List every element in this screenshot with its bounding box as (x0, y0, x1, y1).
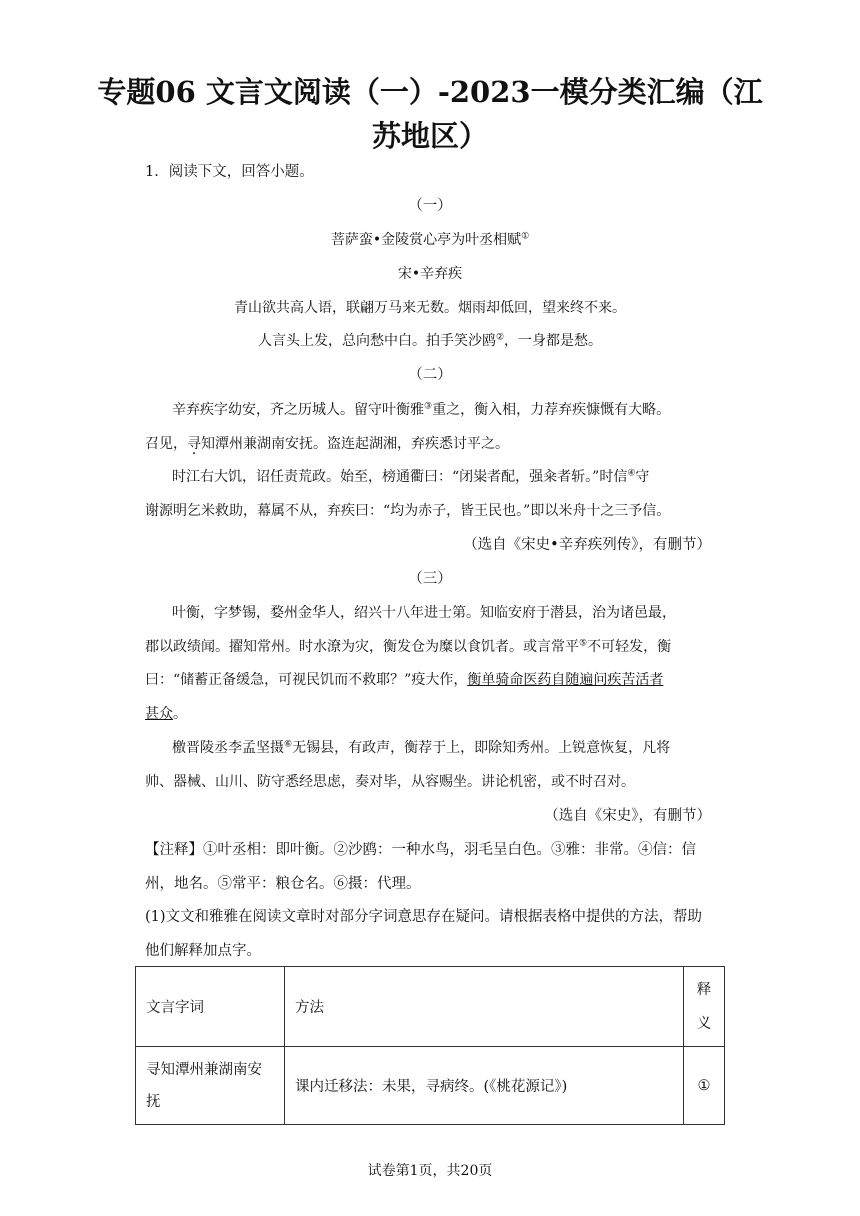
passage-line: 帅、器械、山川、防守悉经思虑，奏对毕，从容赐坐。讲论机密，或不时召对。 (145, 774, 635, 790)
page-title: 专题06 文言文阅读（一）-2023一模分类汇编（江 (97, 75, 763, 109)
passage-text: 重之，衡入相，力荐弃疾慷慨有大略。 (432, 402, 671, 418)
passage-text: 知潭州兼湖南安抚。盗连起湖湘，弃疾悉讨平之。 (201, 436, 509, 452)
passage-text: 辛弃疾字幼安，齐之历城人。留守叶衡雅 (172, 402, 424, 418)
poem-line: 青山欲共高人语，联翩万马来无数。烟雨却低回，望来终不来。 (234, 300, 626, 316)
question-number: 1．阅读下文，回答小题。 (145, 164, 314, 180)
annotation-notes: 【注释】①叶丞相：即叶衡。②沙鸥：一种水鸟，羽毛呈白色。③雅：非常。④信：信 (145, 842, 696, 858)
table-row (136, 1047, 725, 1125)
passage-line (145, 434, 509, 454)
passage-line (172, 738, 670, 758)
underlined-sentence: 衡单骑命医药自随遍问疾苦活者 (467, 672, 664, 688)
poem-title-text: 菩萨蛮•金陵赏心亭为叶丞相赋 (330, 232, 522, 248)
underlined-sentence: 甚众 (145, 706, 173, 722)
poem-line-text: 人言头上发，总向愁中白。拍手笑沙鸥 (257, 333, 496, 349)
page-footer: 试卷第1页，共20页 (367, 1163, 493, 1179)
table-header-row (136, 967, 725, 1047)
poem-line (0, 331, 860, 351)
footnote-marker: ⑥ (284, 739, 293, 750)
footnote-marker: ④ (627, 468, 636, 479)
passage-line (172, 467, 649, 487)
subquestion-text: 他们解释加点字。 (145, 943, 261, 959)
dotted-character: 寻 (146, 1061, 161, 1078)
footnote-marker: ③ (424, 401, 433, 412)
table-header-cell: 释义 (684, 967, 725, 1047)
passage-text: 。 (173, 706, 187, 722)
section2-label: （二） (408, 367, 452, 383)
table-cell-method: 课内迁移法：未果，寻病终。(《桃花源记》) (285, 1047, 684, 1125)
table-header-cell: 文言字词 (136, 967, 285, 1047)
passage-line (145, 670, 663, 690)
table-header-cell: 方法 (285, 967, 684, 1047)
vocabulary-table (135, 966, 725, 1125)
footnote-marker: ① (521, 231, 530, 242)
passage-line (145, 704, 187, 724)
passage-text: 时江右大饥，诏任责荒政。始至，榜通衢曰：“闭粜者配，强籴者斩。”时信 (172, 469, 628, 485)
table-cell-answer: ① (684, 1047, 725, 1125)
passage-text: 檄晋陵丞李孟坚摄 (172, 740, 284, 756)
source-citation: （选自《宋史》，有删节） (544, 808, 711, 824)
passage-line (172, 400, 670, 420)
passage-text: 不可轻发，衡 (587, 639, 672, 655)
page-title-continued: 苏地区） (371, 119, 488, 153)
table-cell-word (136, 1047, 285, 1125)
passage-line: 谢源明乞米救助，幕属不从，弃疾曰：“均为赤子，皆王民也。”即以米舟十之三予信。 (145, 503, 671, 519)
footnote-marker: ② (495, 332, 505, 343)
dotted-character: 寻 (187, 436, 201, 452)
table-cell-text: 知潭州兼湖南安抚 (146, 1061, 262, 1110)
passage-text: 无锡县，有政声，衡荐于上，即除知秀州。上锐意恢复，凡将 (292, 740, 671, 756)
passage-line: 叶衡，字梦锡，婺州金华人，绍兴十八年进士第。知临安府于潜县，治为诸邑最， (172, 605, 676, 621)
passage-text: 曰：“储蓄正备缓急，可视民饥而不救耶？”疫大作， (145, 672, 468, 688)
footnote-marker: ⑤ (579, 638, 588, 649)
subquestion-text: (1)文文和雅雅在阅读文章时对部分字词意思存在疑问。请根据表格中提供的方法，帮助 (145, 909, 703, 925)
poem-title (0, 230, 860, 250)
passage-text: 郡以政绩闻。擢知常州。时水潦为灾，衡发仓为糜以食饥者。或言常平 (145, 639, 579, 655)
passage-line (145, 637, 671, 657)
section3-label: （三） (408, 571, 452, 587)
poem-author: 宋•辛弃疾 (397, 266, 463, 282)
passage-text: 召见， (145, 436, 187, 452)
poem-line-text: ，一身都是愁。 (504, 333, 603, 349)
passage-text: 守 (635, 469, 650, 485)
source-citation: （选自《宋史•辛弃疾列传》，有删节） (463, 537, 711, 553)
section1-label: （一） (408, 198, 452, 214)
annotation-notes: 州，地名。⑤常平：粮仓名。⑥摄：代理。 (145, 876, 421, 892)
